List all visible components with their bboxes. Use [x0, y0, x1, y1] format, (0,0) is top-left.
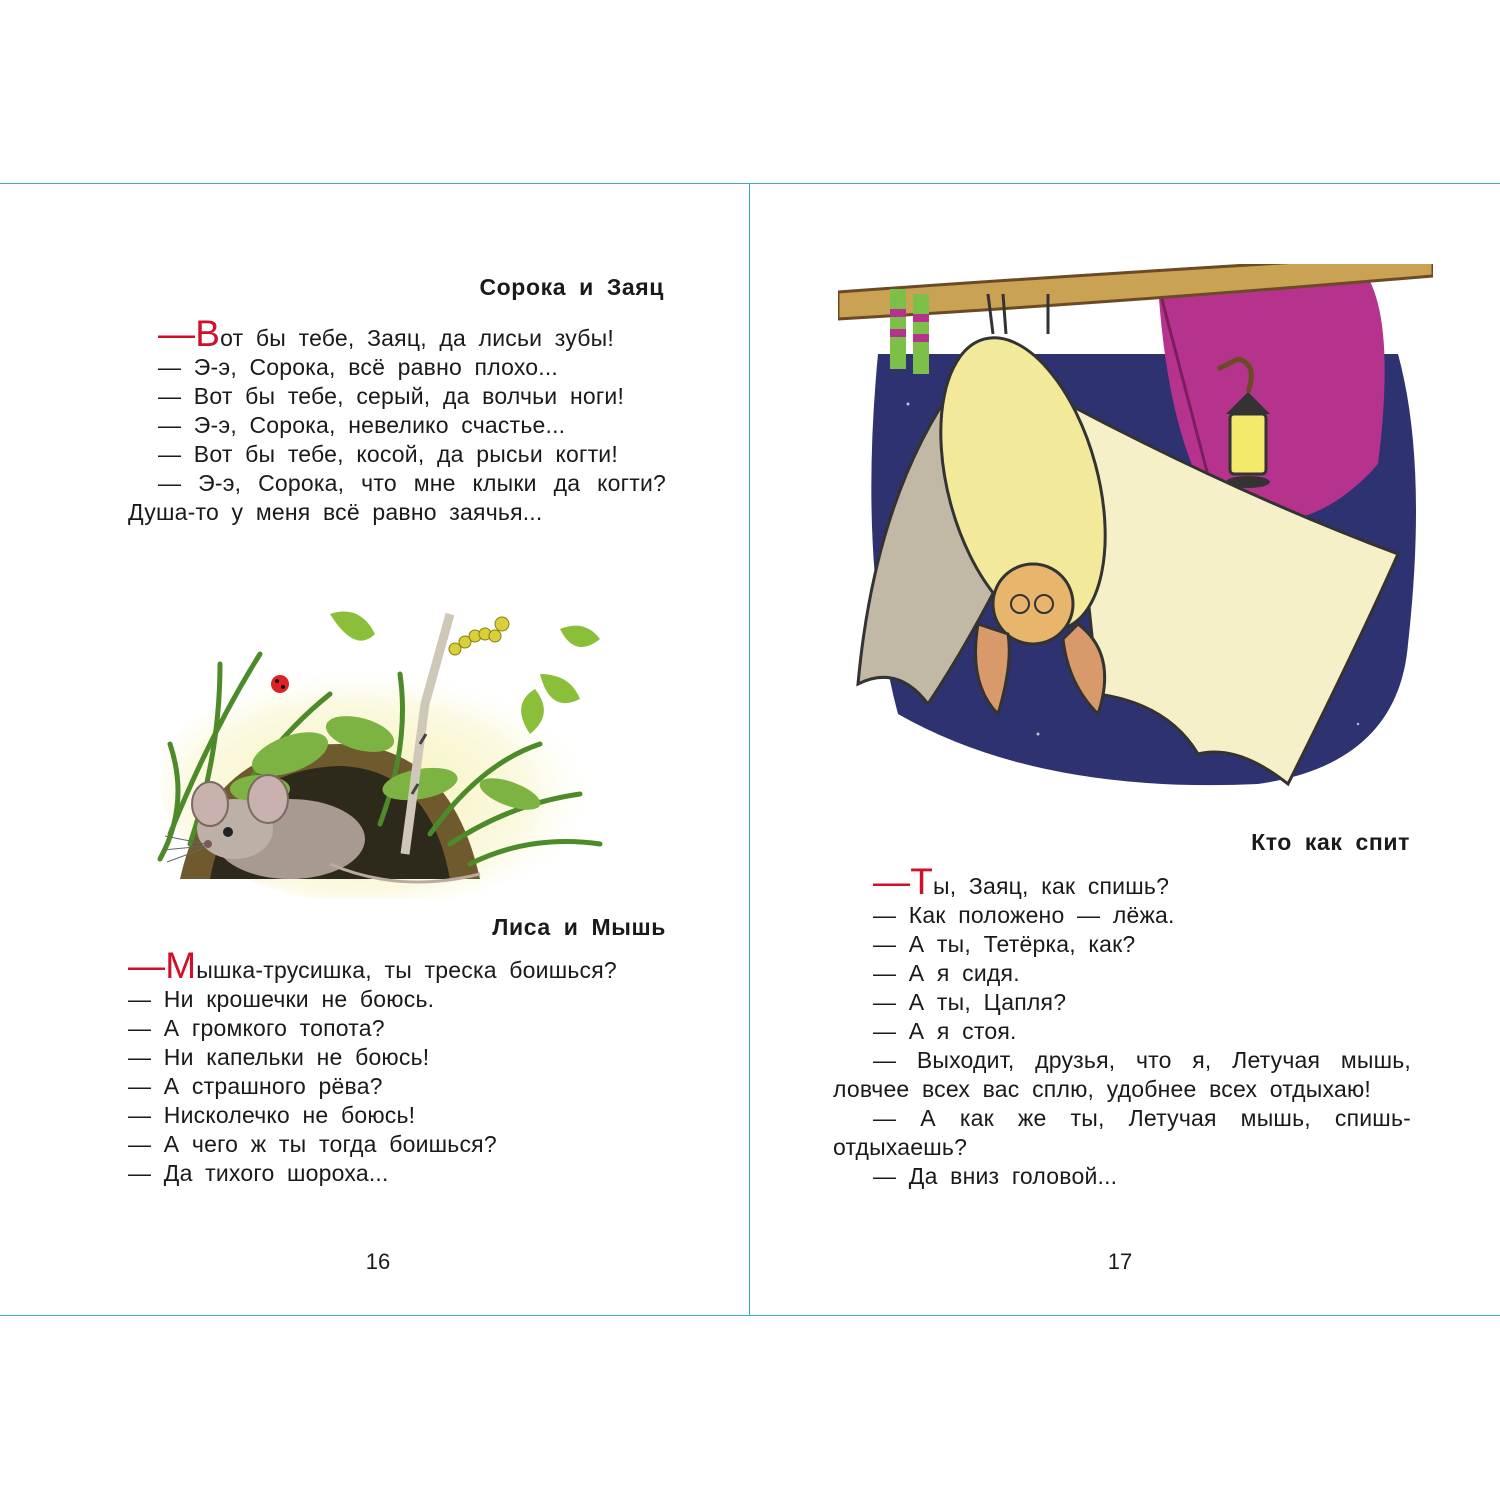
story-title-magpie-and-hare: Сорока и Заяц — [479, 274, 664, 300]
drop-cap: В — [195, 313, 221, 354]
story-first-line — [88, 945, 666, 986]
page-number-right: 17 — [1107, 1249, 1133, 1274]
dialogue-line: — Ни крошечки не боюсь. — [128, 986, 435, 1012]
book-spread — [0, 183, 1500, 1318]
dialogue-line: — А как же ты, Летучая мышь, спишь-отдыхаешь? — [833, 1105, 1411, 1160]
dialogue-line: — Как положено — лёжа. — [873, 902, 1175, 928]
dialogue-line: — Выходит, друзья, что я, Летучая мышь, ловчее всех вас сплю, удобнее всех отдыхаю! — [833, 1047, 1411, 1102]
dialogue-line: — Э-э, Сорока, невелико счастье... — [158, 412, 566, 438]
story-title-fox-and-mouse: Лиса и Мышь — [492, 914, 666, 940]
drop-dash: — — [873, 861, 911, 902]
dialogue-line: — А страшного рёва? — [128, 1073, 383, 1099]
dialogue-line: — А я стоя. — [873, 1018, 1017, 1044]
mouse-burrow-illustration — [150, 594, 630, 899]
dialogue-line: — Э-э, Сорока, что мне клыки да когти? Душа-то у меня всё равно заячья... — [128, 470, 666, 525]
dialogue-line: — А ты, Цапля? — [873, 989, 1067, 1015]
dialogue-line: — А громкого топота? — [128, 1015, 385, 1041]
story-text-who-sleeps-how — [833, 861, 1411, 1191]
right-page — [749, 183, 1500, 1316]
dialogue-line: — Ни капельки не боюсь! — [128, 1044, 430, 1070]
dialogue-line: — Да вниз головой... — [873, 1163, 1118, 1189]
drop-dash: — — [128, 945, 166, 986]
dialogue-line: — Вот бы тебе, серый, да волчьи ноги! — [158, 383, 625, 409]
bat-illustration — [838, 264, 1433, 804]
dialogue-line: — А ты, Тетёрка, как? — [873, 931, 1136, 957]
dialogue-line: — Э-э, Сорока, всё равно плохо... — [158, 354, 559, 380]
story-first-line — [128, 313, 666, 354]
story-text-fox-and-mouse — [88, 945, 666, 1188]
drop-cap: М — [165, 945, 197, 986]
story-title-who-sleeps-how: Кто как спит — [1251, 829, 1410, 855]
dialogue-line: — А чего ж ты тогда боишься? — [128, 1131, 497, 1157]
page-number-left: 16 — [365, 1249, 391, 1274]
first-line-rest: ышка-трусишка, ты треска боишься? — [196, 957, 617, 983]
drop-cap: Т — [910, 861, 934, 902]
dialogue-line: — Нисколечко не боюсь! — [128, 1102, 416, 1128]
left-page — [0, 183, 751, 1316]
dialogue-line: — Да тихого шороха... — [128, 1160, 389, 1186]
drop-dash: — — [158, 313, 196, 354]
first-line-rest: от бы тебе, Заяц, да лисьи зубы! — [220, 325, 614, 351]
story-first-line — [833, 861, 1411, 902]
dialogue-line: — Вот бы тебе, косой, да рысьи когти! — [158, 441, 618, 467]
first-line-rest: ы, Заяц, как спишь? — [933, 873, 1170, 899]
story-text-magpie-and-hare — [128, 313, 666, 527]
dialogue-line: — А я сидя. — [873, 960, 1020, 986]
